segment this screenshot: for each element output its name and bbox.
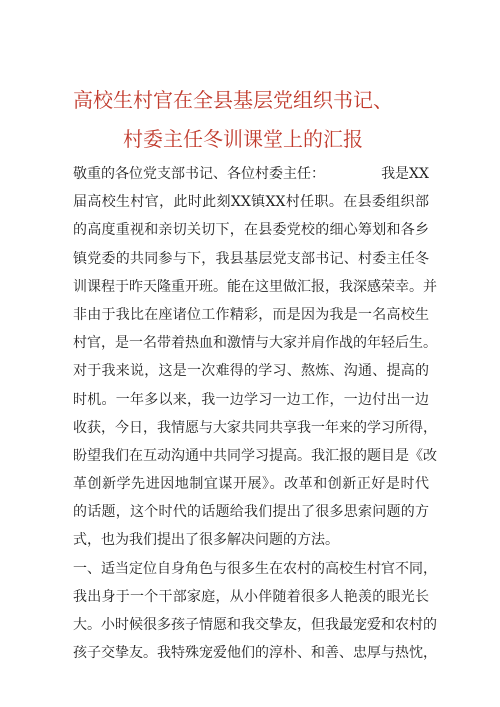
body-line: 收获，今日，我情愿与大家共同共享我一年来的学习所得， xyxy=(73,419,437,436)
body-line: 式，也为我们提出了很多解决问题的方法。 xyxy=(73,532,339,549)
body-line: 孩子交挚友。我特殊宠爱他们的淳朴、和善、忠厚与热忱， xyxy=(73,645,437,662)
body-line: 的高度重视和亲切关切下，在县委党校的细心筹划和各乡 xyxy=(73,222,429,239)
body-line: 届高校生村官，此时此刻XX镇XX村任职。在县委组织部 xyxy=(73,194,429,211)
body-line: 一、适当定位自身角色与很多生在农村的高校生村官不同， xyxy=(73,560,437,577)
body-line: 镇党委的共同参与下，我县基层党支部书记、村委主任冬 xyxy=(73,250,429,267)
intro-start: 我是XX xyxy=(381,166,429,182)
body-line: 大。小时候很多孩子情愿和我交挚友，但我最宠爱和农村的 xyxy=(73,617,437,633)
body-line: 训课程于昨天隆重开班。能在这里做汇报，我深感荣幸。并 xyxy=(73,278,437,295)
body-line: 时机。一年多以来，我一边学习一边工作，一边付出一边 xyxy=(73,391,429,408)
salutation-line xyxy=(73,160,429,188)
body-line: 盼望我们在互动沟通中共同学习提高。我汇报的题目是《改 xyxy=(73,447,437,464)
body-line: 村官，是一名带着热血和激情与大家并肩作战的年轻后生。 xyxy=(73,335,437,352)
salutation: 敬重的各位党支部书记、各位村委主任： xyxy=(73,166,325,182)
title-line-2: 村委主任冬训课堂上的汇报 xyxy=(123,127,363,151)
body-line: 非由于我比在座诸位工作精彩，而是因为我是一名高校生 xyxy=(73,306,429,323)
body-line: 对于我来说，这是一次难得的学习、熬炼、沟通、提高的 xyxy=(73,363,429,380)
document-body xyxy=(73,160,437,667)
body-line: 我出身于一个干部家庭，从小伴随着很多人艳羡的眼光长 xyxy=(73,588,429,605)
body-line: 的话题，这个时代的话题给我们提出了很多思索问题的方 xyxy=(73,504,429,521)
body-line: 革创新学先进因地制宜谋开展》。改革和创新正好是时代 xyxy=(73,476,429,493)
title-line-1: 高校生村官在全县基层党组织书记、 xyxy=(73,88,393,112)
